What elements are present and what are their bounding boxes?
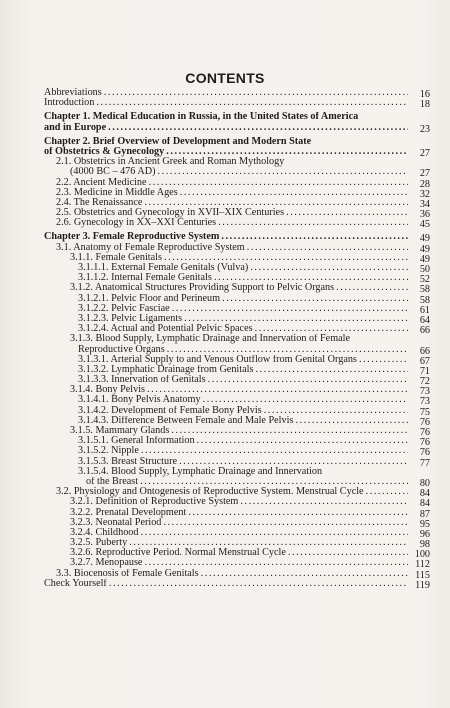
toc-entry-title: 2.2. Ancient Medicine . . . [44, 178, 408, 188]
toc-entry-page: 49 [419, 253, 430, 265]
toc-entry-title: 3.1.4. Bony Pelvis . . . [44, 385, 408, 395]
toc-entry [44, 147, 430, 157]
toc-entry-title: 2.1. Obstetrics in Ancient Greek and Roman Mythology [56, 157, 285, 168]
toc-entry-page: 49 [419, 243, 430, 255]
toc-entry-title: 3.2.1. Definition of Reproductive System . . . [44, 497, 408, 507]
toc-entry-page: 87 [419, 508, 430, 520]
toc-entry [44, 395, 430, 408]
toc-entry [44, 406, 430, 416]
toc-entry-title: 3.1.3.3. Innervation of Genitals . . . [44, 375, 408, 385]
toc-entry-page: 76 [419, 437, 430, 449]
toc-entry [44, 436, 430, 449]
toc-entry [44, 416, 430, 426]
toc-entry [44, 334, 430, 344]
toc-entry-title: Chapter 2. Brief Overview of Development and Modern State [44, 136, 312, 147]
toc-entry [44, 123, 430, 133]
toc-entry [44, 487, 430, 500]
toc-entry-page: 61 [419, 304, 430, 316]
toc-entry-page: 77 [419, 457, 430, 469]
toc-entry [44, 218, 430, 231]
toc-entry-title: 3.1.5.4. Blood Supply, Lymphatic Drainage and Innervation [78, 466, 323, 477]
toc-entry [44, 558, 430, 571]
toc-entry-title: Chapter 1. Medical Education in Russia, in the United States of America [44, 112, 359, 123]
toc-entry [44, 232, 430, 245]
toc-entry-title: 3.2.6. Reproductive Period. Normal Menstrual Cycle . . . [44, 548, 408, 558]
toc-entry-page: 58 [419, 284, 430, 296]
toc-entry-page: 98 [419, 539, 430, 551]
toc-entry-title: 2.5. Obstetrics and Gynecology in XVII–XIX Centuries . . . [44, 208, 408, 218]
toc-entry-page: 76 [419, 427, 430, 438]
toc-entry-page: 16 [419, 89, 430, 100]
toc-entry [44, 167, 430, 180]
toc-entry [44, 355, 430, 365]
toc-entry [44, 497, 430, 510]
toc-entry [44, 457, 430, 467]
toc-entry-title: 2.6. Gynecology in XX–XXI Centuries . . . [44, 218, 408, 228]
toc-entry-page: 66 [419, 345, 430, 357]
toc-entry-title: 3.1.2. Anatomical Structures Providing Support to Pelvic Organs . . . [44, 283, 408, 293]
toc-entry [44, 569, 430, 579]
toc-entry [44, 273, 430, 286]
toc-entry-page: 100 [414, 549, 430, 561]
toc-entry-title: 3.2.7. Menopause . . . [44, 558, 408, 568]
toc-entry-page: 72 [419, 376, 430, 388]
toc-entry-page: 119 [415, 579, 430, 591]
toc-entry-page: 95 [419, 518, 430, 530]
toc-entry-page: 96 [419, 528, 430, 540]
toc-entry-title: Introduction . . . [44, 98, 408, 108]
toc-entry-page: 27 [419, 147, 430, 159]
toc-entry [44, 112, 430, 122]
toc-entry [44, 88, 430, 98]
toc-entry-title: 3.2.2. Prenatal Development . . . [44, 508, 408, 518]
toc-entry [44, 579, 430, 589]
toc-entry-title: 3.3. Biocenosis of Female Genitals . . . [44, 569, 408, 579]
toc-entry-title: 3.1.5. Mammary Glands . . . [44, 426, 408, 436]
toc-entry-page: 80 [419, 477, 430, 489]
toc-entry-page: 52 [419, 274, 430, 286]
toc-entry [44, 446, 430, 459]
toc-entry-title: 3.1.2.1. Pelvic Floor and Perineum . . . [44, 294, 408, 304]
toc-entry [44, 283, 430, 296]
toc-entry-page: 112 [415, 559, 430, 571]
toc-entry [44, 178, 430, 188]
toc-entry-page: 27 [419, 168, 430, 180]
toc-entry-page: 58 [419, 294, 430, 306]
toc-entry-page: 45 [419, 219, 430, 231]
toc-entry-page: 50 [419, 264, 430, 275]
toc-entry-title: 3.1.1.1. External Female Genitals (Vulva) . . . [44, 263, 408, 273]
toc-entry-title: 3.1.2.2. Pelvic Fasciae . . . [44, 304, 408, 314]
toc-entry [44, 375, 430, 388]
toc-entry-title: 3.1.3. Blood Supply, Lymphatic Drainage and Innervation of Female [70, 334, 351, 345]
toc-entry-page: 18 [419, 99, 430, 111]
toc-entry [44, 467, 430, 477]
toc-entry-page: 66 [419, 325, 430, 337]
toc-entry-page: 76 [419, 447, 430, 459]
toc-entry [44, 508, 430, 518]
toc-entry-title: 3.1.2.4. Actual and Potential Pelvic Spaces . . . [44, 324, 408, 334]
toc-entry-page: 75 [419, 406, 430, 418]
toc-entry-title: Chapter 3. Female Reproductive System . . . [44, 232, 408, 242]
toc-entry-title: of Obstetrics & Gynecology . . . [44, 147, 408, 157]
toc-entry-page: 84 [419, 488, 430, 500]
toc-entry-title: 3.1.5.3. Breast Structure . . . [44, 457, 408, 467]
toc-entry-title: Check Yourself . . . [44, 579, 408, 589]
toc-entry-title: 3.2.3. Neonatal Period . . . [44, 518, 408, 528]
toc-entry [44, 208, 430, 221]
toc-entry [44, 198, 430, 208]
toc-entry-title: 3.1.3.2. Lymphatic Drainage from Genitals . . . [44, 365, 408, 375]
toc-entry [44, 253, 430, 263]
toc-entry [44, 243, 430, 253]
toc-entry-page: 28 [419, 178, 430, 190]
toc-entry [44, 365, 430, 375]
toc-entry [44, 304, 430, 314]
toc-entry-title: 3.1.2.3. Pelvic Ligaments . . . [44, 314, 408, 324]
toc-entry [44, 385, 430, 398]
toc-entry-title: Reproductive Organs . . . [44, 345, 408, 355]
toc-entry [44, 263, 430, 273]
toc-entry-title: 3.2. Physiology and Ontogenesis of Reproductive System. Menstrual Cycle . . . [44, 487, 408, 497]
toc-entry-title: 2.3. Medicine in Middle Ages . . . [44, 188, 408, 198]
toc-entry [44, 188, 430, 198]
toc-entry-title: of the Breast . . . [44, 477, 408, 487]
toc-entry-title: 3.1. Anatomy of Female Reproductive System . . . [44, 243, 408, 253]
toc-entry [44, 477, 430, 487]
toc-entry-title: 3.1.1. Female Genitals . . . [44, 253, 408, 263]
toc-entry-title: 3.2.4. Childhood . . . [44, 528, 408, 538]
toc-entry-title: 3.1.4.1. Bony Pelvis Anatomy . . . [44, 395, 408, 405]
toc-entry-title: (4000 BC – 476 AD) . . . [44, 167, 408, 177]
toc-entry [44, 324, 430, 337]
toc-entry-page: 73 [419, 386, 430, 398]
table-of-contents [44, 88, 430, 589]
toc-entry [44, 528, 430, 538]
toc-entry-page: 84 [419, 498, 430, 510]
toc-entry-page: 76 [419, 416, 430, 428]
toc-entry-title: 3.1.4.3. Difference Between Female and Male Pelvis . . . [44, 416, 408, 426]
toc-entry-title: 2.4. The Renaissance . . . [44, 198, 408, 208]
toc-entry-page: 36 [419, 209, 430, 221]
toc-entry-title: 3.1.1.2. Internal Female Genitals . . . [44, 273, 408, 283]
toc-entry [44, 98, 430, 111]
toc-entry [44, 538, 430, 551]
toc-entry-page: 115 [415, 569, 430, 581]
toc-entry-page: 67 [419, 355, 430, 367]
toc-entry [44, 294, 430, 304]
toc-entry [44, 345, 430, 355]
toc-entry [44, 518, 430, 528]
toc-entry-title: 3.1.5.1. General Information . . . [44, 436, 408, 446]
toc-entry-page: 34 [419, 198, 430, 210]
toc-entry [44, 137, 430, 147]
toc-entry-title: 3.1.5.2. Nipple . . . [44, 446, 408, 456]
page-title: CONTENTS [185, 70, 265, 86]
toc-entry-page: 32 [419, 188, 430, 200]
toc-entry-title: and in Europe . . . [44, 123, 408, 133]
toc-entry-title: 3.1.4.2. Development of Female Bony Pelvis . . . [44, 406, 408, 416]
toc-entry-page: 64 [419, 314, 430, 326]
toc-entry-page: 71 [419, 365, 430, 377]
toc-entry [44, 426, 430, 436]
toc-entry-title: 3.1.3.1. Arterial Supply to and Venous Outflow from Genital Organs . . . [44, 355, 408, 365]
toc-entry [44, 157, 430, 167]
toc-entry-page: 49 [419, 233, 430, 245]
toc-entry-title: 3.2.5. Puberty . . . [44, 538, 408, 548]
toc-entry-page: 23 [419, 123, 430, 135]
toc-entry [44, 314, 430, 324]
toc-entry-page: 73 [419, 396, 430, 408]
toc-entry-title: Abbreviations . . . [44, 88, 408, 98]
toc-entry [44, 548, 430, 561]
